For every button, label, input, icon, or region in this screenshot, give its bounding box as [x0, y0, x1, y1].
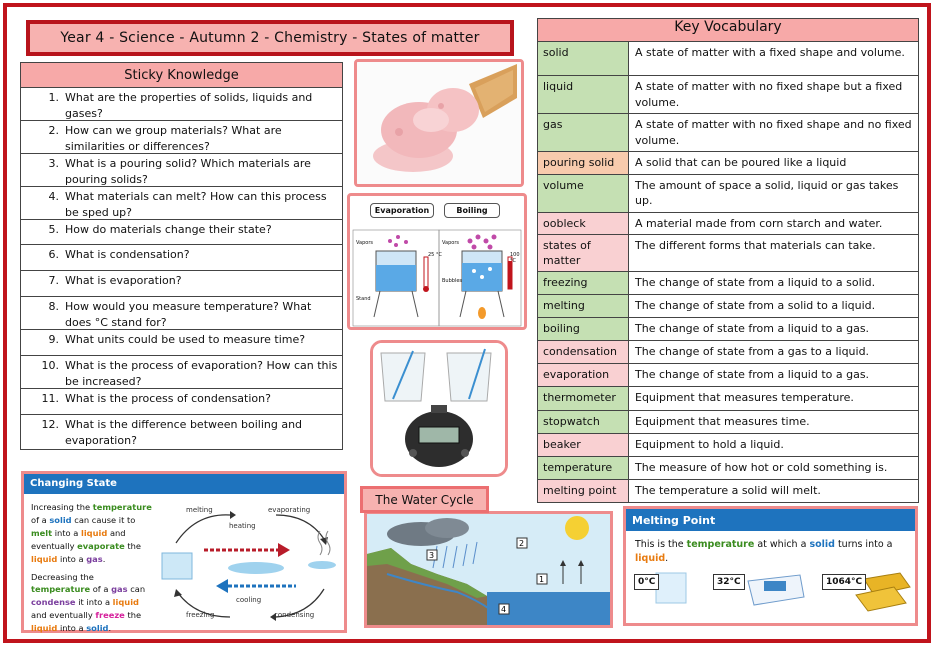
vocab-row — [538, 411, 919, 434]
question-number: 5. — [48, 223, 59, 236]
sticky-question-row — [21, 389, 342, 415]
mp-text-pre: This is the — [635, 539, 687, 550]
sticky-question-row — [21, 297, 342, 330]
vocab-term: thermometer — [538, 387, 629, 411]
sticky-question-row — [21, 330, 342, 356]
water-cycle-label: The Water Cycle — [360, 486, 489, 513]
mp-text-temperature: temperature — [686, 539, 755, 550]
changing-state-word: melt — [31, 527, 53, 538]
sticky-question-row — [21, 121, 342, 154]
changing-state-word: of a — [31, 514, 50, 525]
question-text: What units could be used to measure time? — [65, 333, 306, 346]
vocab-definition: The change of state from a liquid to a solid. — [629, 272, 919, 295]
question-number: 2. — [48, 124, 59, 137]
question-number: 4. — [48, 190, 59, 203]
vocab-row — [538, 76, 919, 114]
vocab-definition: A material made from corn starch and water. — [629, 212, 919, 235]
changing-state-word: solid — [49, 514, 72, 525]
vocab-definition: The change of state from a solid to a liquid. — [629, 295, 919, 318]
vocab-definition: The temperature a solid will melt. — [629, 480, 919, 503]
changing-state-word: liquid — [31, 623, 58, 634]
changing-state-word: gas — [111, 584, 128, 595]
vocab-term: gas — [538, 114, 629, 152]
vocab-term: states of matter — [538, 235, 629, 272]
changing-state-word: can — [127, 584, 146, 595]
question-number: 10. — [41, 359, 59, 372]
page-title: Year 4 - Science - Autumn 2 - Chemistry - States of matter — [60, 30, 480, 46]
changing-state-word: it into a — [75, 597, 113, 608]
changing-state-cycle-diagram — [156, 499, 346, 629]
changing-state-word: liquid — [31, 553, 58, 564]
vocab-row — [538, 212, 919, 235]
sticky-question-row — [21, 271, 342, 297]
sticky-question-row — [21, 88, 342, 121]
vocab-term: liquid — [538, 76, 629, 114]
question-number: 8. — [48, 300, 59, 313]
melting-point-text — [635, 538, 905, 566]
beaker-diagram-drawing — [350, 227, 524, 327]
water-cycle-image — [364, 511, 613, 628]
page-title-box — [26, 20, 514, 56]
bubbles-label: Bubbles — [442, 278, 463, 284]
temp-right-label: 100 °C — [510, 252, 520, 264]
changing-state-word: gas — [86, 553, 103, 564]
vocab-definition: Equipment to hold a liquid. — [629, 434, 919, 457]
vocab-term: beaker — [538, 434, 629, 457]
changing-state-word: temperature — [92, 502, 152, 512]
question-text: What materials can melt? How can this process be sped up? — [65, 190, 327, 219]
vocab-row — [538, 295, 919, 318]
label-cooling: cooling — [236, 596, 262, 604]
temp-ice: 0°C — [634, 574, 659, 590]
temp-left-label: 25 °C — [428, 252, 442, 258]
boiling-label: Boiling — [444, 203, 500, 218]
question-number: 7. — [48, 274, 59, 287]
melting-ice-cream-illustration — [357, 62, 521, 184]
vocab-term: evaporation — [538, 364, 629, 387]
vocab-definition: The change of state from a gas to a liquid. — [629, 341, 919, 364]
vocab-row — [538, 341, 919, 364]
question-number: 11. — [41, 392, 59, 405]
label-condensing: condensing — [274, 611, 315, 619]
beaker-stopwatch-illustration — [373, 343, 505, 474]
temp-gold: 1064°C — [822, 574, 866, 590]
question-text: How can we group materials? What are similarities or differences? — [65, 124, 282, 153]
sticky-question-row — [21, 154, 342, 187]
vocab-definition: A solid that can be poured like a liquid — [629, 152, 919, 175]
sticky-question-row — [21, 356, 342, 389]
label-freezing: freezing — [186, 611, 215, 619]
vocab-definition: The measure of how hot or cold something is. — [629, 457, 919, 480]
question-number: 9. — [48, 333, 59, 346]
changing-state-word: and eventually — [31, 527, 126, 551]
sticky-question-row — [21, 220, 342, 245]
vocab-definition: The change of state from a liquid to a gas. — [629, 318, 919, 341]
sticky-knowledge-panel — [20, 62, 343, 450]
vocab-term: temperature — [538, 457, 629, 480]
vocab-definition: A state of matter with no fixed shape and no fixed volume. — [629, 114, 919, 152]
vocab-row — [538, 174, 919, 212]
vocab-term: solid — [538, 42, 629, 76]
vocab-term: condensation — [538, 341, 629, 364]
changing-state-word: and eventually — [31, 610, 96, 621]
vocab-definition: A state of matter with a fixed shape and volume. — [629, 42, 919, 76]
changing-state-word: Increasing the — [31, 502, 93, 512]
vocab-row — [538, 480, 919, 503]
question-text: How would you measure temperature? What does °C stand for? — [65, 300, 312, 329]
changing-state-word: liquid — [80, 527, 108, 538]
vocab-term: volume — [538, 174, 629, 212]
evaporation-boiling-diagram — [347, 193, 527, 330]
vocab-term: pouring solid — [538, 152, 629, 175]
question-text: What is a pouring solid? Which materials are pouring solids? — [65, 157, 311, 186]
key-vocabulary-heading: Key Vocabulary — [538, 19, 919, 42]
melting-point-illustrations — [628, 567, 917, 623]
vocab-definition: Equipment that measures time. — [629, 411, 919, 434]
changing-state-word: temperature — [31, 584, 91, 595]
vocab-term: stopwatch — [538, 411, 629, 434]
vocab-row — [538, 42, 919, 76]
label-heating: heating — [229, 522, 256, 530]
ice-cream-image — [354, 59, 524, 187]
water-cycle-illustration — [367, 514, 610, 625]
changing-state-word: . — [102, 553, 106, 564]
vocab-term: boiling — [538, 318, 629, 341]
vocab-definition: The amount of space a solid, liquid or gas takes up. — [629, 174, 919, 212]
vocab-term: melting — [538, 295, 629, 318]
question-text: What are the properties of solids, liquids and gases? — [65, 91, 313, 120]
marker-2: 2 — [519, 539, 525, 548]
sticky-knowledge-heading: Sticky Knowledge — [21, 63, 342, 88]
vocab-row — [538, 434, 919, 457]
marker-1: 1 — [539, 575, 545, 584]
key-vocabulary-table — [537, 18, 919, 503]
question-text: What is the difference between boiling and evaporation? — [65, 418, 303, 447]
vocab-row — [538, 364, 919, 387]
changing-state-word: freeze — [95, 610, 125, 621]
question-number: 1. — [48, 91, 59, 104]
vocab-definition: A state of matter with no fixed shape but a fixed volume. — [629, 76, 919, 114]
changing-state-word: evaporate — [77, 540, 125, 551]
question-text: What is evaporation? — [65, 274, 182, 287]
vapors-label-right: Vapors — [442, 240, 459, 246]
sticky-question-row — [21, 187, 342, 220]
vocab-definition: The change of state from a liquid to a gas. — [629, 364, 919, 387]
stand-label: Stand — [356, 296, 371, 302]
sticky-question-row — [21, 245, 342, 271]
mp-text-liquid: liquid — [635, 553, 666, 564]
changing-state-word: of a — [90, 584, 112, 595]
changing-state-word: Decreasing the — [31, 571, 94, 582]
vocab-row — [538, 114, 919, 152]
vocab-row — [538, 387, 919, 411]
vocab-row — [538, 272, 919, 295]
question-text: What is the process of condensation? — [65, 392, 271, 405]
changing-state-word: solid — [86, 623, 109, 634]
question-number: 3. — [48, 157, 59, 170]
changing-state-word: into a — [57, 623, 87, 634]
changing-state-word: into a — [57, 553, 87, 564]
label-melting: melting — [186, 506, 213, 514]
mp-text-end: . — [665, 553, 669, 564]
vocab-term: oobleck — [538, 212, 629, 235]
vocab-term: freezing — [538, 272, 629, 295]
changing-state-word: into a — [52, 527, 81, 538]
changing-state-paragraph-1 — [31, 501, 155, 566]
label-evaporating: evaporating — [268, 506, 311, 514]
vocab-row — [538, 457, 919, 480]
beakers-stopwatch-image — [370, 340, 508, 477]
marker-3: 3 — [429, 551, 435, 560]
changing-state-text — [31, 501, 155, 635]
changing-state-word: the — [124, 610, 142, 621]
changing-state-paragraph-2 — [31, 571, 155, 636]
changing-state-word: condense — [31, 597, 76, 608]
marker-4: 4 — [501, 605, 507, 614]
changing-state-word: can cause it to — [71, 514, 136, 525]
evaporation-label: Evaporation — [370, 203, 434, 218]
question-number: 12. — [41, 418, 59, 431]
mp-text-mid: at which a — [754, 539, 810, 550]
changing-state-word: the — [124, 540, 141, 551]
melting-point-heading: Melting Point — [626, 509, 915, 531]
question-text: What is the process of evaporation? How can this be increased? — [65, 359, 338, 388]
vocab-row — [538, 152, 919, 175]
changing-state-panel — [21, 471, 347, 633]
vocab-term: melting point — [538, 480, 629, 503]
vocab-definition: The different forms that materials can take. — [629, 235, 919, 272]
mp-text-post: turns into a — [834, 539, 893, 550]
mp-text-solid: solid — [809, 539, 835, 550]
changing-state-heading: Changing State — [24, 474, 344, 494]
melting-point-panel — [623, 506, 918, 626]
changing-state-word: . — [108, 623, 112, 634]
question-text: How do materials change their state? — [65, 223, 272, 236]
sticky-question-row — [21, 415, 342, 449]
question-number: 6. — [48, 248, 59, 261]
vocab-row — [538, 235, 919, 272]
changing-state-word: liquid — [112, 597, 139, 608]
temp-butter: 32°C — [713, 574, 745, 590]
vapors-label-left: Vapors — [356, 240, 373, 246]
vocab-definition: Equipment that measures temperature. — [629, 387, 919, 411]
vocab-row — [538, 318, 919, 341]
question-text: What is condensation? — [65, 248, 190, 261]
